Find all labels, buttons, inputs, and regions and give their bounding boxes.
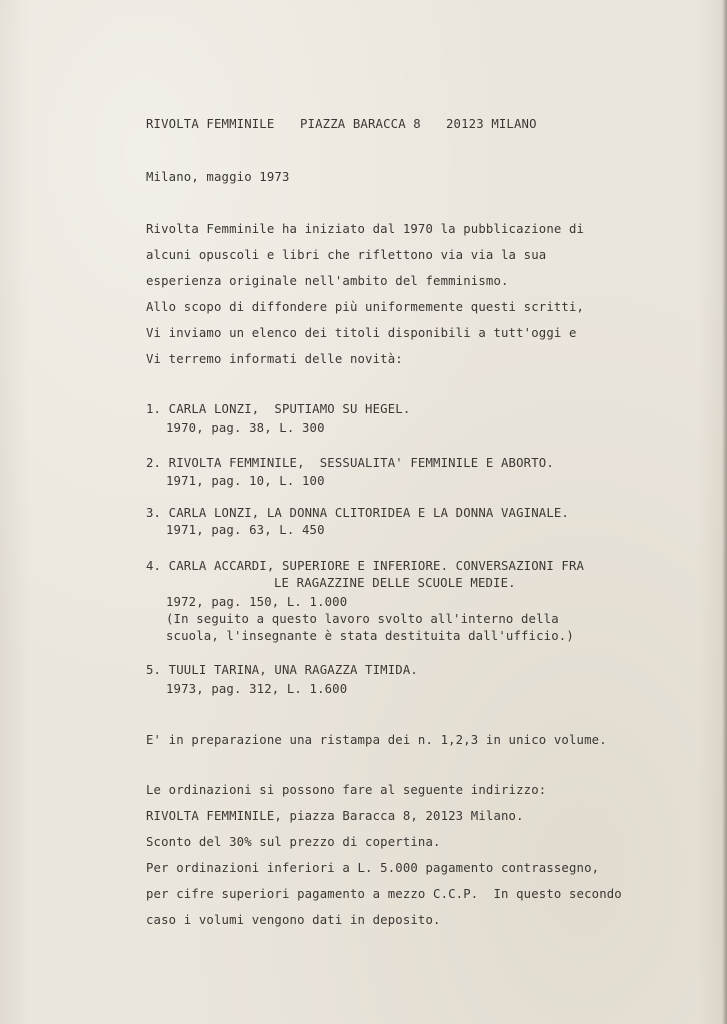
title-heading: 3. CARLA LONZI, LA DONNA CLITORIDEA E LA DONNA VAGINALE. xyxy=(146,506,569,520)
letter-date: Milano, maggio 1973 xyxy=(146,170,290,184)
title-details: 1973, pag. 312, L. 1.600 xyxy=(166,682,348,696)
intro-line: Rivolta Femminile ha iniziato dal 1970 la pubblicazione di xyxy=(146,222,585,236)
ordering-line: Per ordinazioni inferiori a L. 5.000 pagamento contrassegno, xyxy=(146,861,600,875)
ordering-line: Le ordinazioni si possono fare al seguente indirizzo: xyxy=(146,783,547,797)
letterhead-city: 20123 MILANO xyxy=(446,117,537,131)
letterhead-org: RIVOLTA FEMMINILE xyxy=(146,117,275,131)
title-note: scuola, l'insegnante è stata destituita dall'ufficio.) xyxy=(166,629,574,643)
title-heading-continued: LE RAGAZZINE DELLE SCUOLE MEDIE. xyxy=(274,576,516,590)
title-heading: 4. CARLA ACCARDI, SUPERIORE E INFERIORE. CONVERSAZIONI FRA xyxy=(146,559,585,573)
title-details: 1970, pag. 38, L. 300 xyxy=(166,421,325,435)
letterhead-address: PIAZZA BARACCA 8 xyxy=(300,117,421,131)
title-heading: 5. TUULI TARINA, UNA RAGAZZA TIMIDA. xyxy=(146,663,418,677)
ordering-line: caso i volumi vengono dati in deposito. xyxy=(146,913,441,927)
intro-line: Vi terremo informati delle novità: xyxy=(146,352,403,366)
title-details: 1971, pag. 63, L. 450 xyxy=(166,523,325,537)
title-details: 1972, pag. 150, L. 1.000 xyxy=(166,595,348,609)
reprint-notice: E' in preparazione una ristampa dei n. 1,2,3 in unico volume. xyxy=(146,733,607,747)
ordering-line: per cifre superiori pagamento a mezzo C.C.P. In questo secondo xyxy=(146,887,622,901)
intro-line: Allo scopo di diffondere più uniformemente questi scritti, xyxy=(146,300,585,314)
title-details: 1971, pag. 10, L. 100 xyxy=(166,474,325,488)
title-heading: 2. RIVOLTA FEMMINILE, SESSUALITA' FEMMINILE E ABORTO. xyxy=(146,456,554,470)
page-edge-shadow xyxy=(722,0,727,1024)
title-note: (In seguito a questo lavoro svolto all'interno della xyxy=(166,612,559,626)
intro-line: Vi inviamo un elenco dei titoli disponibili a tutt'oggi e xyxy=(146,326,577,340)
intro-line: alcuni opuscoli e libri che riflettono via via la sua xyxy=(146,248,547,262)
ordering-line: RIVOLTA FEMMINILE, piazza Baracca 8, 20123 Milano. xyxy=(146,809,524,823)
intro-line: esperienza originale nell'ambito del femminismo. xyxy=(146,274,509,288)
title-heading: 1. CARLA LONZI, SPUTIAMO SU HEGEL. xyxy=(146,402,411,416)
ordering-line: Sconto del 30% sul prezzo di copertina. xyxy=(146,835,441,849)
